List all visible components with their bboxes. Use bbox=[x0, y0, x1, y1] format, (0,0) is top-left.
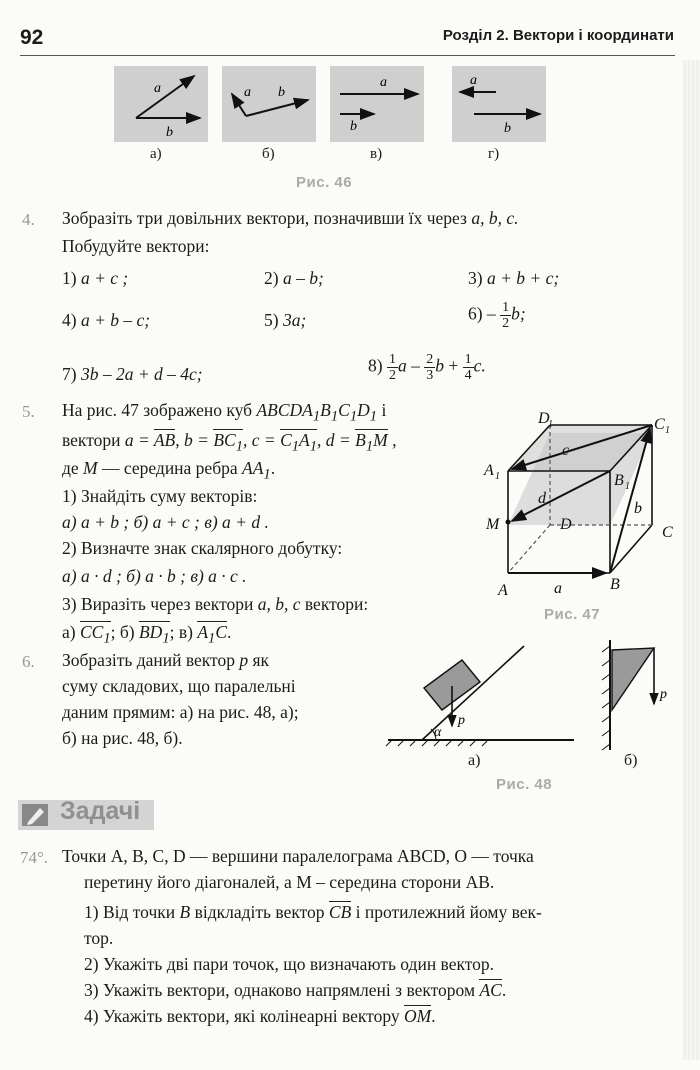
fig48-b-p: p bbox=[660, 687, 667, 702]
fig48-alpha: α bbox=[434, 725, 442, 740]
task4-item-3: 3) a + b + c; bbox=[468, 268, 560, 288]
zadachi-title: Задачі bbox=[60, 797, 141, 825]
task5-q1-items: а) a + b ; б) a + c ; в) a + d . bbox=[62, 512, 269, 532]
task4-item-1: 1) a + c ; bbox=[62, 268, 129, 288]
task6-line3: даним прямим: а) на рис. 48, а); bbox=[62, 702, 299, 722]
task74-line2: перетину його діагоналей, а M – середина сторони AB. bbox=[84, 872, 495, 892]
fig48 bbox=[384, 640, 684, 770]
task5-q2: 2) Визначте знак скалярного добутку: bbox=[62, 538, 343, 558]
fig46-label-c: в) bbox=[370, 146, 383, 162]
task5-line1: На рис. 47 зображено куб $ABCDA_1B_1C_1D_1$ і bbox=[62, 400, 387, 425]
fig47-label-A1: A bbox=[484, 462, 494, 479]
fig47-label-B: B bbox=[610, 576, 620, 593]
fig46-caption: Рис. 46 bbox=[296, 174, 353, 191]
task4-line2: Побудуйте вектори: bbox=[62, 236, 210, 256]
fig46-panel-a bbox=[114, 66, 208, 142]
fig46-c-label-b: b bbox=[350, 119, 357, 134]
fig47-label-B1: B bbox=[614, 472, 624, 489]
fig47-vec-b: b bbox=[634, 500, 642, 517]
fig46-b-label-a: a bbox=[244, 85, 251, 100]
fig47-vec-c: c bbox=[562, 442, 570, 459]
task4-item-7: 7) 3b – 2a + d – 4c; bbox=[62, 364, 203, 384]
task74-line1: Точки A, B, C, D — вершини паралелограма ABCD, O — точка bbox=[62, 846, 534, 866]
fig46-panel-c bbox=[330, 66, 424, 142]
fig47-label-C1: C bbox=[654, 416, 665, 433]
svg-text:1: 1 bbox=[495, 471, 500, 482]
fig47-label-D1: D bbox=[538, 410, 550, 427]
fig48-label-b: б) bbox=[624, 752, 638, 769]
section-title: Розділ 2. Вектори і координати bbox=[442, 27, 674, 44]
fig46-panel-d bbox=[452, 66, 546, 142]
task74-q3: 3) Укажіть вектори, однаково напрямлені з вектором AC. bbox=[84, 980, 507, 1000]
task74-q1: 1) Від точки B відкладіть вектор CB і протилежний йому век- bbox=[84, 902, 542, 922]
fig47-label-D: D bbox=[560, 516, 572, 533]
task4-item-6: 6) – $\frac{1}{2}$ b; bbox=[468, 300, 526, 331]
task5-line3: де M — середина ребра $AA_1$. bbox=[62, 458, 276, 483]
svg-text:1: 1 bbox=[548, 419, 553, 430]
fig46-label-a: а) bbox=[150, 146, 162, 162]
fig47-cube bbox=[470, 405, 690, 605]
task5-line2: вектори a = AB, $b = BC_1$, $c = C_1A_1$, $d = B_1M$ , bbox=[62, 430, 397, 455]
fig46-b-label-b: b bbox=[278, 85, 285, 100]
task74-q4: 4) Укажіть вектори, які колінеарні вектору OM. bbox=[84, 1006, 436, 1026]
fig46-panel-b bbox=[222, 66, 316, 142]
fig46-a-label-b: b bbox=[166, 125, 173, 140]
task6-line4: б) на рис. 48, б). bbox=[62, 728, 183, 748]
fig46-d-label-a: a bbox=[470, 73, 477, 88]
task4-item-5: 5) 3a; bbox=[264, 310, 307, 330]
fig46-label-d: г) bbox=[488, 146, 500, 162]
page-number: 92 bbox=[20, 26, 44, 49]
task6-line1: Зобразіть даний вектор p як bbox=[62, 650, 270, 670]
fig47-label-C: C bbox=[662, 524, 673, 541]
header-rule bbox=[20, 55, 675, 56]
pencil-icon bbox=[22, 804, 48, 826]
task74-q2: 2) Укажіть дві пари точок, що визначають один вектор. bbox=[84, 954, 495, 974]
fig48-caption: Рис. 48 bbox=[496, 776, 553, 793]
fig48-label-a: а) bbox=[468, 752, 481, 769]
fig46-label-b: б) bbox=[262, 146, 275, 162]
fig48-a-p: p bbox=[458, 713, 465, 728]
fig47-label-M: M bbox=[486, 516, 500, 533]
task74-number: 74°. bbox=[20, 848, 49, 867]
task5-q2-items: а) a · d ; б) a · b ; в) a · c . bbox=[62, 566, 247, 586]
fig46-c-label-a: a bbox=[380, 75, 387, 90]
task6-number: 6. bbox=[22, 652, 35, 671]
fig46-a-label-a: a bbox=[154, 81, 161, 96]
task5-q3: 3) Виразіть через вектори a, b, c вектори: bbox=[62, 594, 369, 614]
task5-q3-items: а) $CC_1$; б) $BD_1$; в) $A_1C$. bbox=[62, 622, 232, 647]
fig47-caption: Рис. 47 bbox=[544, 606, 601, 623]
task4-number: 4. bbox=[22, 210, 35, 229]
task5-number: 5. bbox=[22, 402, 35, 421]
task6-line2: суму складових, що паралельні bbox=[62, 676, 296, 696]
task74-q1-cont: тор. bbox=[84, 928, 114, 948]
fig47-vec-a: a bbox=[554, 580, 562, 597]
svg-text:1: 1 bbox=[665, 425, 670, 436]
svg-text:1: 1 bbox=[625, 481, 630, 492]
task4-line1: Зобразіть три довільних вектори, позначивши їх через a, b, c. bbox=[62, 208, 519, 228]
task4-item-8: 8) $\frac{1}{2}$ a – $\frac{2}{3}$ b + $\frac{1}{4}$ c. bbox=[368, 352, 486, 383]
task4-item-4: 4) a + b – c; bbox=[62, 310, 151, 330]
fig47-label-A: A bbox=[498, 582, 508, 599]
task5-q1: 1) Знайдіть суму векторів: bbox=[62, 486, 258, 506]
fig46-d-label-b: b bbox=[504, 121, 511, 136]
task4-item-2: 2) a – b; bbox=[264, 268, 324, 288]
fig47-vec-d: d bbox=[538, 490, 546, 507]
